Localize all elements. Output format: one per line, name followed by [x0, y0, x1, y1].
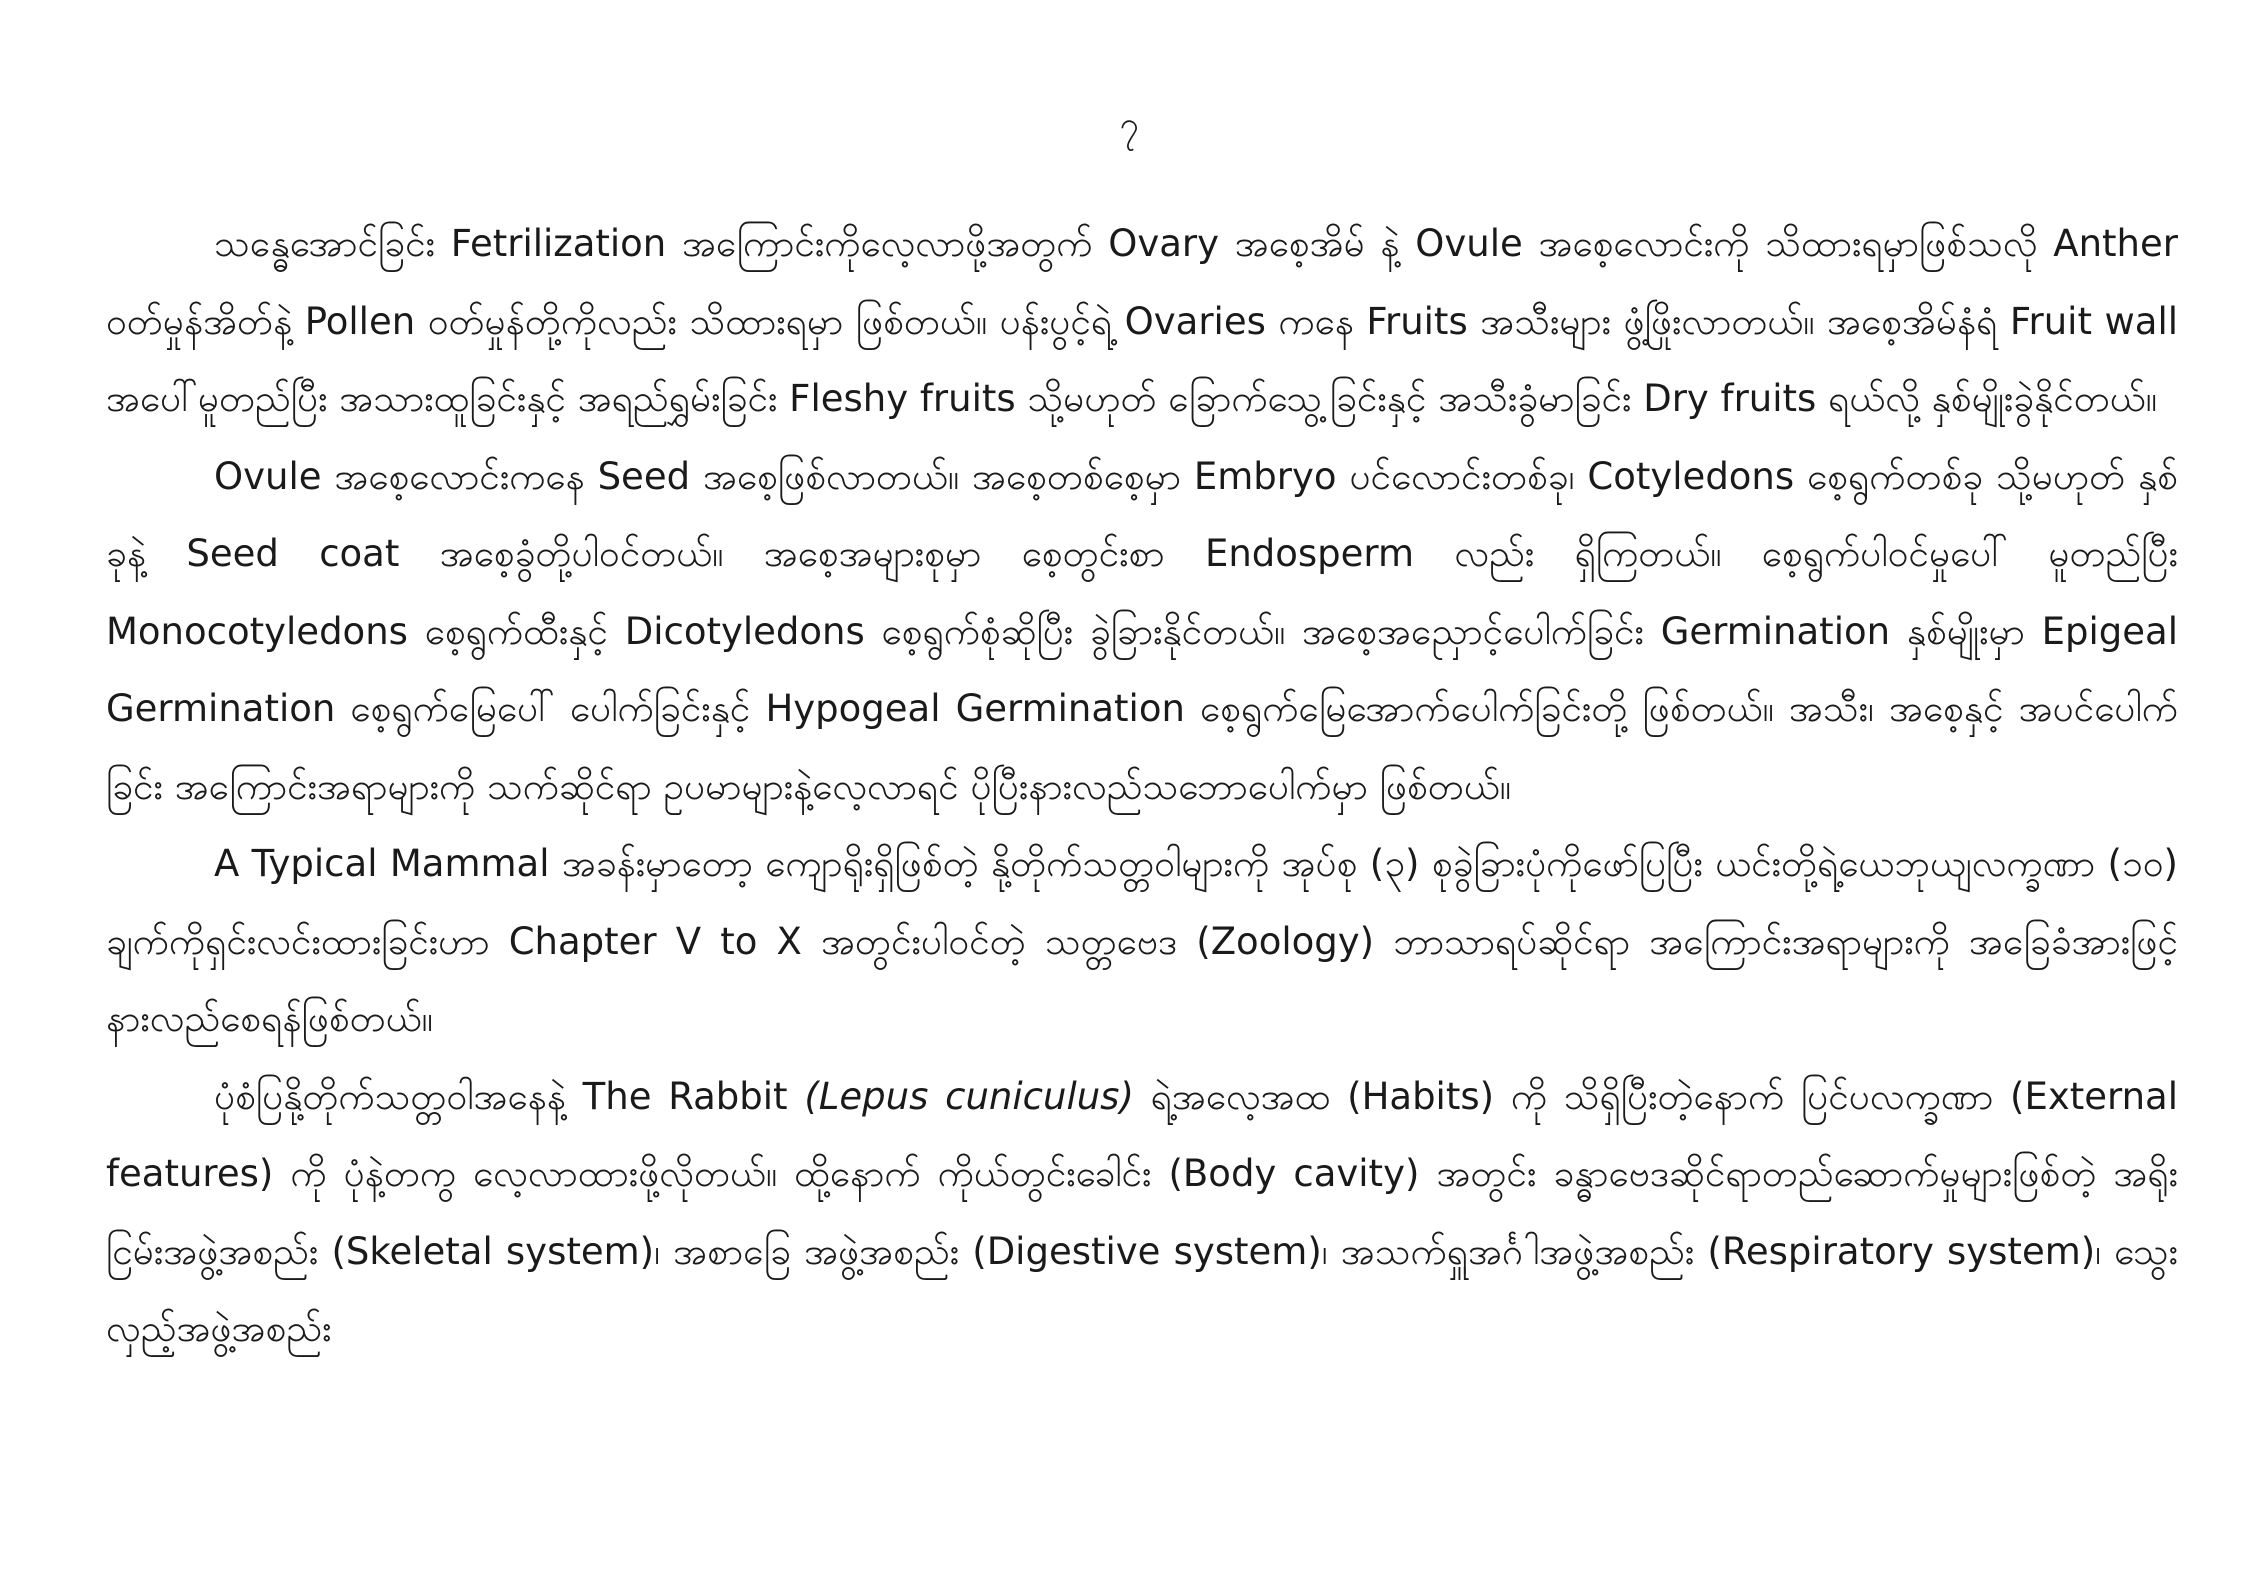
paragraph-rabbit [106, 1058, 2178, 1368]
scientific-name: (Lepus cuniculus) [804, 1074, 1134, 1118]
paragraph-rabbit-text-start: ပုံစံပြနို့တိုက်သတ္တဝါအနေနဲ့ The Rabbit [214, 1074, 805, 1118]
paragraph-fertilization: သန္ဓေအောင်ခြင်း Fetrilization အကြောင်းကိုလေ့လာဖို့အတွက် Ovary အစေ့အိမ် နဲ့ Ovule အစေ့လောင်းကို သိထားရမှာဖြစ်သလို Anther ဝတ်မှုန်အိတ်နဲ့ Pollen ဝတ်မှုန်တို့ကိုလည်း သိထားရမှာ ဖြစ်တယ်။ ပန်းပွင့်ရဲ့ Ovaries ကနေ Fruits အသီးများ ဖွံ့ဖြိုးလာတယ်။ အစေ့အိမ်နံရံ Fruit wall အပေါ်မူတည်ပြီး အသားထူခြင်းနှင့် အရည်ရွှမ်းခြင်း Fleshy fruits သို့မဟုတ် ခြောက်သွေ့ခြင်းနှင့် အသီးခွံမာခြင်း Dry fruits ရယ်လို့ နှစ်မျိုးခွဲနိုင်တယ်။ [106, 222, 2178, 420]
paragraph-rabbit-text-end: ရဲ့အလေ့အထ (Habits) ကို သိရှိပြီးတဲ့နောက် ပြင်ပလက္ခဏာ (External features) ကို ပုံနဲ့တကွ လေ့လာထားဖို့လိုတယ်။ ထို့နောက် ကိုယ်တွင်းခေါင်း (Body cavity) အတွင်း ခန္ဓာဗေဒဆိုင်ရာတည်ဆောက်မှုများဖြစ်တဲ့ အရိုးငြမ်းအဖွဲ့အစည်း (Skeletal system)၊ အစာခြေ အဖွဲ့အစည်း (Digestive system)၊ အသက်ရှူအင်္ဂါအဖွဲ့အစည်း (Respiratory system)၊ သွေးလှည့်အဖွဲ့အစည်း [106, 1074, 2179, 1350]
body-text [106, 205, 2178, 1368]
page-number: ၇ [1119, 105, 1139, 145]
paragraph-seed: Ovule အစေ့လောင်းကနေ Seed အစေ့ဖြစ်လာတယ်။ အစေ့တစ်စေ့မှာ Embryo ပင်လောင်းတစ်ခု၊ Cotyledons စေ့ရွက်တစ်ခု သို့မဟုတ် နှစ်ခုနဲ့ Seed coat အစေ့ခွံတို့ပါဝင်တယ်။ အစေ့အများစုမှာ စေ့တွင်းစာ Endosperm လည်း ရှိကြတယ်။ စေ့ရွက်ပါဝင်မှုပေါ် မူတည်ပြီး Monocotyledons စေ့ရွက်ထီးနှင့် Dicotyledons စေ့ရွက်စုံဆိုပြီး ခွဲခြားနိုင်တယ်။ အစေ့အညှောင့်ပေါက်ခြင်း Germination နှစ်မျိုးမှာ Epigeal Germination စေ့ရွက်မြေပေါ် ပေါက်ခြင်းနှင့် Hypogeal Germination စေ့ရွက်မြေအောက်ပေါက်ခြင်းတို့ ဖြစ်တယ်။ အသီး၊ အစေ့နှင့် အပင်ပေါက်ခြင်း အကြောင်းအရာများကို သက်ဆိုင်ရာ ဥပမာများနဲ့လေ့လာရင် ပိုပြီးနားလည်သဘောပေါက်မှာ ဖြစ်တယ်။ [106, 454, 2178, 808]
paragraph-typical-mammal: A Typical Mammal အခန်းမှာတော့ ကျောရိုးရှိဖြစ်တဲ့ နို့တိုက်သတ္တဝါများကို အုပ်စု (၃) စုခွဲခြားပုံကိုဖော်ပြပြီး ယင်းတို့ရဲ့ယေဘုယျလက္ခဏာ (၁၀) ချက်ကိုရှင်းလင်းထားခြင်းဟာ Chapter V to X အတွင်းပါဝင်တဲ့ သတ္တဗေဒ (Zoology) ဘာသာရပ်ဆိုင်ရာ အကြောင်းအရာများကို အခြေခံအားဖြင့် နားလည်စေရန်ဖြစ်တယ်။ [106, 842, 2178, 1040]
